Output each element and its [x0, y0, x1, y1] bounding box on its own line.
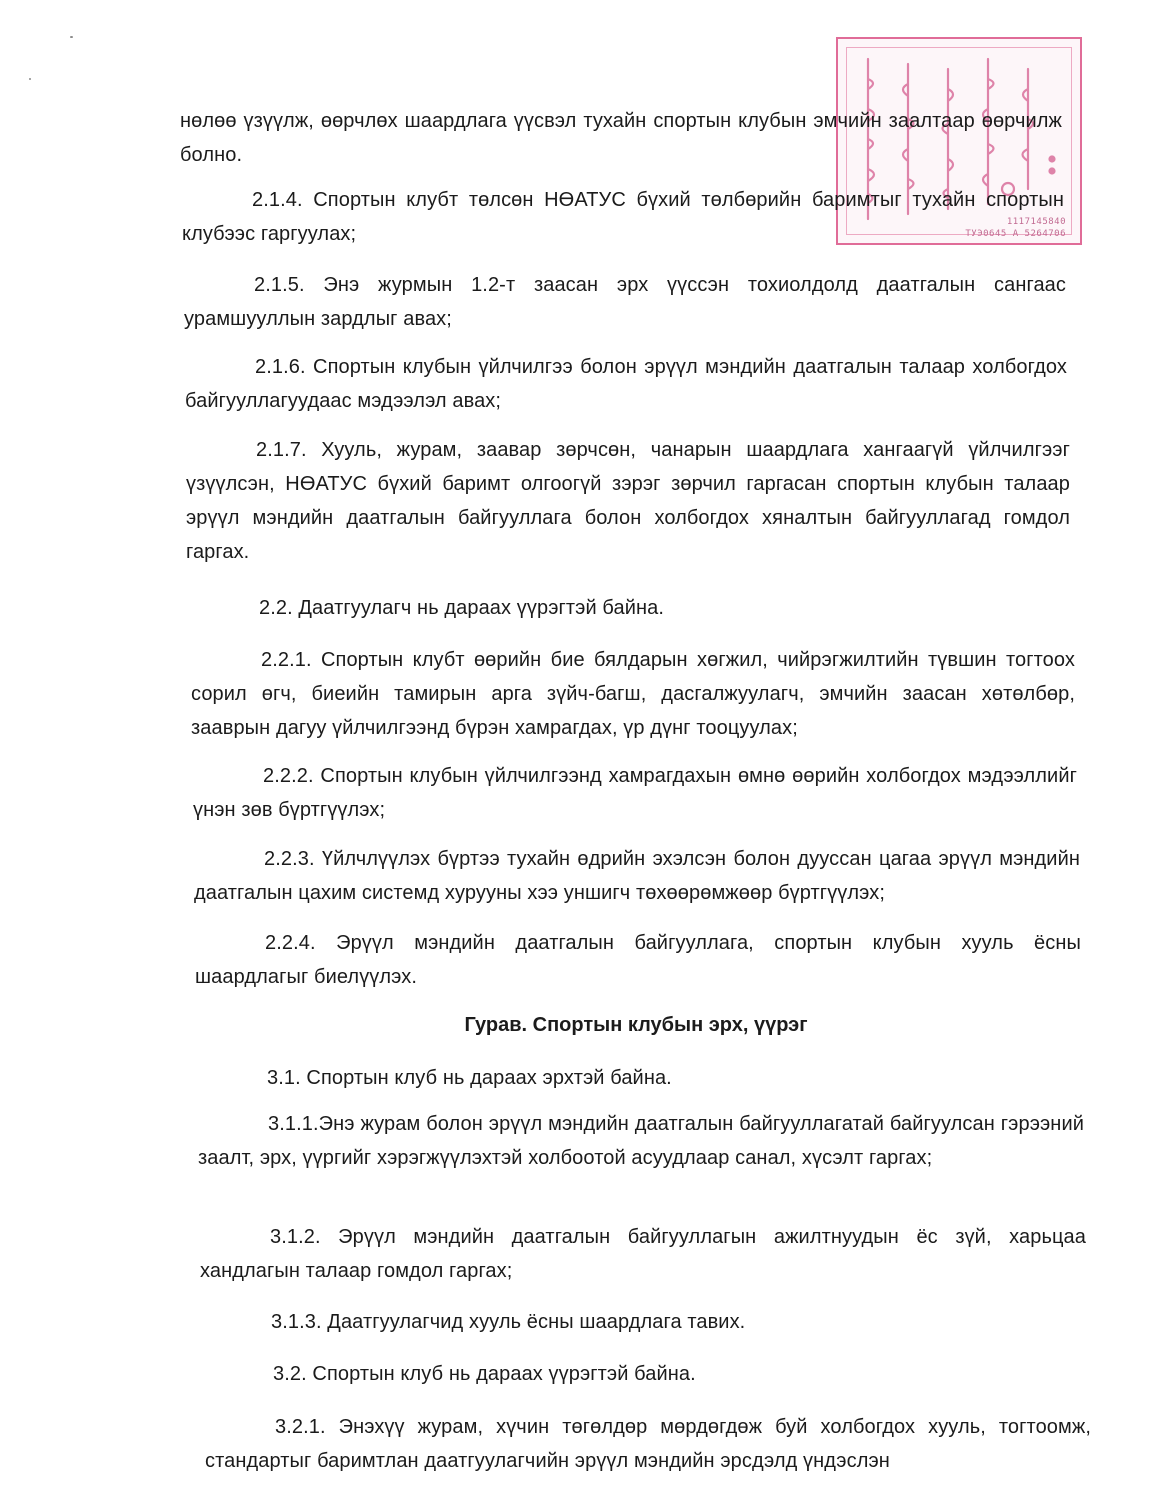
paragraph-3-1: 3.1. Спортын клуб нь дараах эрхтэй байна. — [267, 1067, 672, 1089]
stamp-number-1: 1117145840 — [1006, 217, 1066, 227]
paragraph-3-2-1: 3.2.1. Энэхүү журам, хүчин төгөлдөр мөрдөгдөж буй холбогдох хууль, тогтоомж, стандартыг баримтлан даатгуулагчийн эрүүл мэндийн эрсдэлд үндэслэн — [205, 1416, 1091, 1472]
paragraph-3-1-1: 3.1.1.Энэ журам болон эрүүл мэндийн даатгалын байгууллагатай байгуулсан гэрээний заалт, эрх, үүргийг хэрэгжүүлэхтэй холбоотой асуудлаар санал, хүсэлт гаргах; — [198, 1113, 1084, 1169]
paragraph-2-2-4: 2.2.4. Эрүүл мэндийн даатгалын байгууллага, спортын клубын хууль ёсны шаардлагыг биелүүлэх. — [195, 932, 1081, 988]
paragraph-3-1-2: 3.1.2. Эрүүл мэндийн даатгалын байгууллагын ажилтнуудын ёс зүй, харьцаа хандлагын талаар гомдол гаргах; — [200, 1226, 1086, 1282]
section-heading-3: Гурав. Спортын клубын эрх, үүрэг — [464, 1014, 808, 1036]
paragraph-2-2-2: 2.2.2. Спортын клубын үйлчилгээнд хамрагдахын өмнө өөрийн холбогдох мэдээллийг үнэн зөв бүртгүүлэх; — [193, 765, 1077, 821]
scan-speck — [29, 78, 31, 80]
paragraph-2-1-4: 2.1.4. Спортын клубт төлсөн НӨАТУС бүхий төлбөрийн баримтыг тухайн спортын клубээс гаргуулах; — [182, 189, 1064, 245]
paragraph-3-1-3: 3.1.3. Даатгуулагчид хууль ёсны шаардлага тавих. — [271, 1311, 746, 1333]
paragraph-2-1-5: 2.1.5. Энэ журмын 1.2-т заасан эрх үүссэн тохиолдолд даатгалын сангаас урамшууллын зардлыг авах; — [184, 274, 1066, 330]
paragraph-2-2-3: 2.2.3. Үйлчлүүлэх бүртээ тухайн өдрийн эхэлсэн болон дууссан цагаа эрүүл мэндийн даатгалын цахим системд хурууны хээ уншигч төхөөрөмжөөр бүртгүүлэх; — [194, 848, 1080, 904]
paragraph-2-2-1: 2.2.1. Спортын клубт өөрийн бие бялдарын хөгжил, чийрэгжилтийн түвшин тогтоох сорил өгч, биеийн тамирын арга зүйч-багш, дасгалжуулагч, эмчийн заасан хөтөлбөр, зааврын дагуу үйлчилгээнд бүрэн хамрагдах, үр дүнг тооцуулах; — [191, 649, 1075, 739]
paragraph-2-1-7: 2.1.7. Хууль, журам, заавар зөрчсөн, чанарын шаардлага хангаагүй үйлчилгээг үзүүлсэн, НӨАТУС бүхий баримт олгоогүй зэрэг зөрчил гаргасан спортын клубын талаар эрүүл мэндийн даатгалын байгууллага болон холбогдох хяналтын байгууллагад гомдол гаргах. — [186, 439, 1070, 563]
scan-speck — [70, 36, 73, 38]
paragraph-3-2: 3.2. Спортын клуб нь дараах үүрэгтэй байна. — [273, 1363, 696, 1385]
stamp-number-2: ТУЭ0645 А 5264706 — [965, 229, 1066, 239]
paragraph-2-1-3-continued: нөлөө үзүүлж, өөрчлөх шаардлага үүсвэл тухайн спортын клубын эмчийн заалтаар өөрчилж болно. — [180, 110, 1062, 166]
paragraph-2-1-6: 2.1.6. Спортын клубын үйлчилгээ болон эрүүл мэндийн даатгалын талаар холбогдох байгууллагуудаас мэдээлэл авах; — [185, 356, 1067, 412]
paragraph-2-2: 2.2. Даатгуулагч нь дараах үүрэгтэй байна. — [259, 597, 665, 619]
